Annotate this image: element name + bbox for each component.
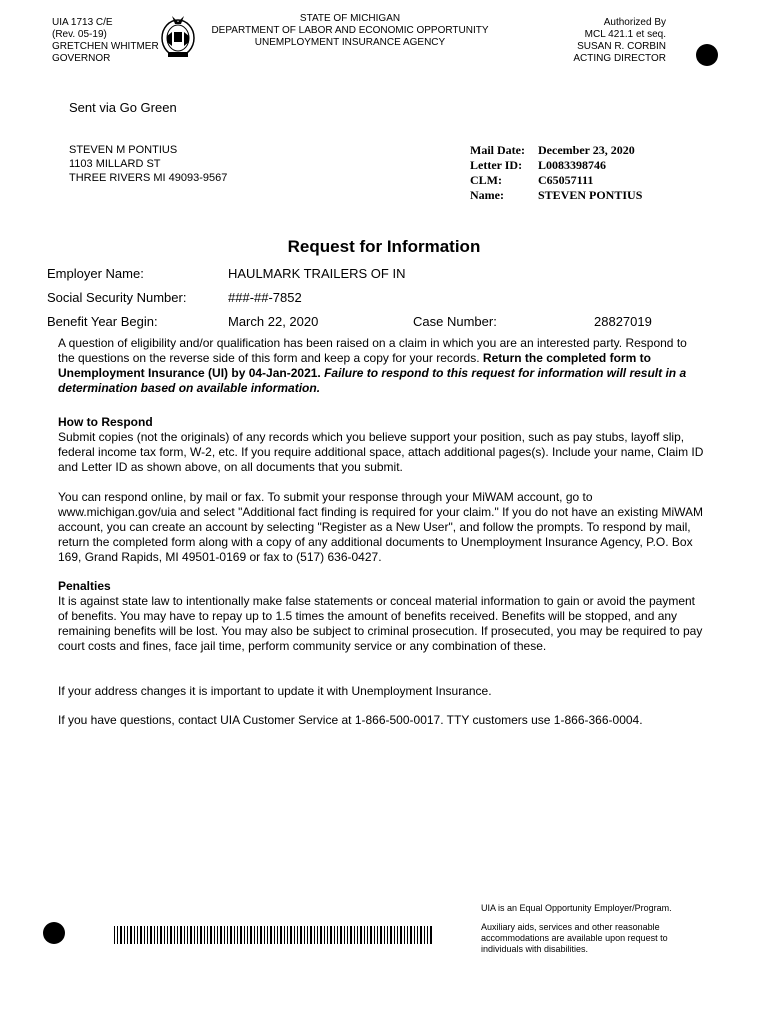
penalties-heading: Penalties xyxy=(58,579,111,593)
authorized-by: Authorized By xyxy=(603,17,666,28)
employer-value: HAULMARK TRAILERS OF IN xyxy=(228,266,406,281)
registration-dot-bottom xyxy=(43,922,65,944)
mail-date-label: Mail Date: xyxy=(470,143,525,157)
accommodations-statement: Auxiliary aids, services and other reasonable accommodations are available upon request to individuals with disabilities. xyxy=(481,922,668,954)
benefit-year-label: Benefit Year Begin: xyxy=(47,314,158,329)
case-number-label: Case Number: xyxy=(413,314,497,329)
header-left xyxy=(52,17,159,65)
clm-value: C65057111 xyxy=(538,173,594,187)
intro-paragraph xyxy=(58,336,704,396)
name-label: Name: xyxy=(470,188,504,202)
state-name: STATE OF MICHIGAN xyxy=(299,13,401,24)
director-name: SUSAN R. CORBIN xyxy=(577,41,666,52)
form-number: UIA 1713 C/E xyxy=(52,17,113,28)
employer-label: Employer Name: xyxy=(47,266,144,281)
intro-warning: Failure to respond to this request for information will result in a determination based on available information. xyxy=(58,366,687,395)
how-to-respond-p1: Submit copies (not the originals) of any records which you believe support your position, such as pay stubs, layoff slip, federal income tax form, W-2, etc. If you require additional space, attach additional pages(s). Include your name, Claim ID and Letter ID as shown above, on all documents that you submit. xyxy=(58,430,704,474)
how-to-respond-heading: How to Respond xyxy=(58,415,153,429)
agency-name: UNEMPLOYMENT INSURANCE AGENCY xyxy=(254,37,446,48)
address-change-notice: If your address changes it is important to update it with Unemployment Insurance. xyxy=(58,684,492,698)
governor-title: GOVERNOR xyxy=(52,53,111,64)
ssn-label: Social Security Number: xyxy=(47,290,187,305)
barcode-icon xyxy=(114,926,434,944)
michigan-state-seal-icon xyxy=(158,12,198,62)
case-number-value: 28827019 xyxy=(594,314,652,329)
mail-info-table xyxy=(470,143,646,203)
letter-id-value: L0083398746 xyxy=(538,158,607,172)
statute-reference: MCL 421.1 et seq. xyxy=(584,29,666,40)
recipient-name: STEVEN M PONTIUS xyxy=(69,144,178,156)
mail-date-value: December 23, 2020 xyxy=(538,143,635,157)
penalties-section xyxy=(58,579,704,654)
letter-id-label: Letter ID: xyxy=(470,158,523,172)
department-name: DEPARTMENT OF LABOR AND ECONOMIC OPPORTUNITY xyxy=(211,25,489,36)
header-right xyxy=(573,17,666,65)
sent-via: Sent via Go Green xyxy=(69,100,177,115)
penalties-p1: It is against state law to intentionally make false statements or conceal material information to gain or avoid the payment of benefits. You may have to repay up to 1.5 times the amount of benefits received. Benefits will be stopped, and any remaining benefits will be lost. You may also be subject to criminal prosecution. If prosecuted, you may be required to pay court costs and fines, face jail time, perform community service or any combination of these. xyxy=(58,594,703,653)
document-title: Request for Information xyxy=(287,237,481,256)
recipient-address xyxy=(69,143,227,185)
questions-contact: If you have questions, contact UIA Customer Service at 1-866-500-0017. TTY customers use 1-866-366-0004. xyxy=(58,713,643,727)
respond-methods-paragraph: You can respond online, by mail or fax. To submit your response through your MiWAM account, go to www.michigan.gov/uia and select "Additional fact finding is required for your claim." If you do not have an existing MiWAM account, you can create an account by selecting "Register as a New User", and follow the prompts. To respond by mail, return the completed form along with a copy of any additional documents to Unemployment Insurance Agency, P.O. Box 169, Grand Rapids, MI 49501-0169 or fax to (517) 636-0427. xyxy=(58,490,704,564)
how-to-respond-section xyxy=(58,415,704,475)
director-title: ACTING DIRECTOR xyxy=(573,53,666,64)
clm-label: CLM: xyxy=(470,173,502,187)
recipient-city: THREE RIVERS MI 49093-9567 xyxy=(69,172,228,184)
governor-name: GRETCHEN WHITMER xyxy=(52,41,159,52)
eeo-statement: UIA is an Equal Opportunity Employer/Program. xyxy=(481,903,672,913)
intro-deadline: Return the completed form to Unemployment Insurance (UI) by 04-Jan-2021. xyxy=(58,351,651,380)
name-value: STEVEN PONTIUS xyxy=(538,188,643,202)
header-center xyxy=(200,13,500,49)
registration-dot-top xyxy=(696,44,718,66)
form-revision: (Rev. 05-19) xyxy=(52,29,107,40)
ssn-value: ###-##-7852 xyxy=(228,290,302,305)
recipient-street: 1103 MILLARD ST xyxy=(69,158,161,170)
intro-text: A question of eligibility and/or qualification has been raised on a claim in which you are an interested party. Respond to the questions on the reverse side of this form and keep a copy for your records. xyxy=(58,336,687,365)
benefit-year-value: March 22, 2020 xyxy=(228,314,319,329)
